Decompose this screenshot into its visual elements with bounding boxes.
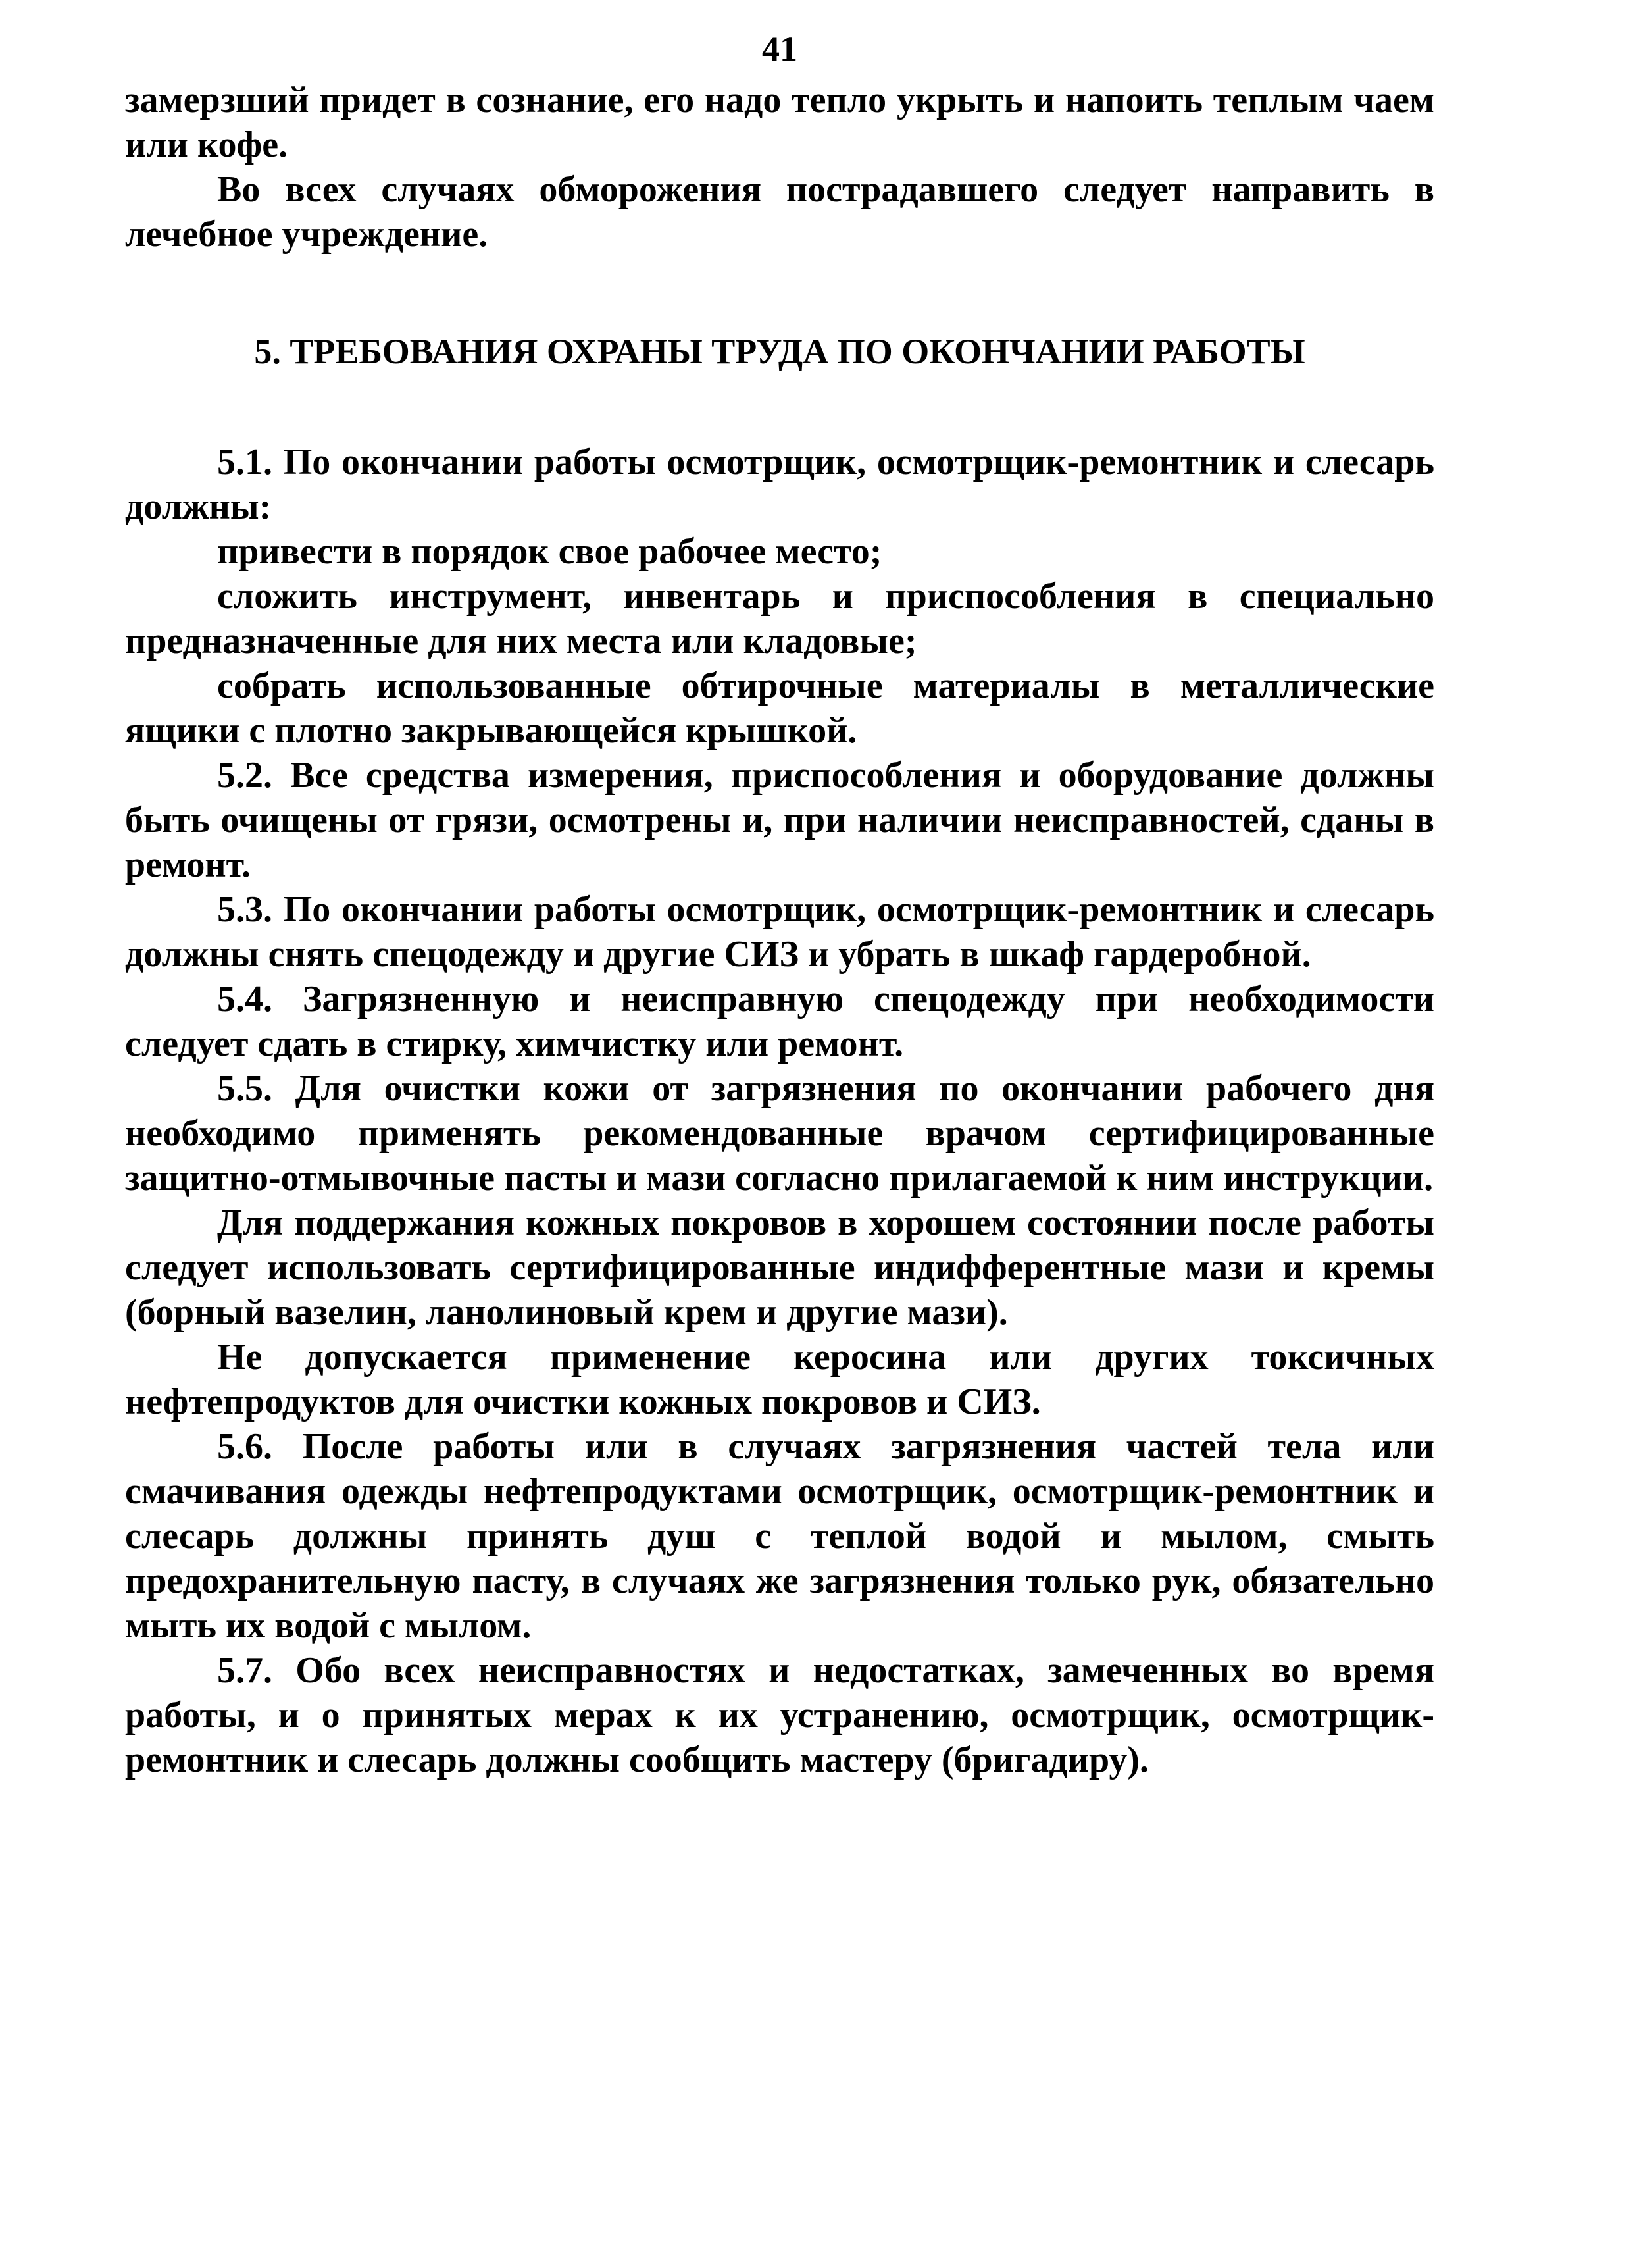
list-item-collect-rags: собрать использованные обтирочные материалы в металлические ящики с плотно закрывающейся крышкой. — [125, 665, 1434, 751]
paragraph-5-4: 5.4. Загрязненную и неисправную спецодежду при необходимости следует сдать в стирку, химчистку или ремонт. — [125, 979, 1434, 1064]
paragraph-skin-care: Для поддержания кожных покровов в хорошем состоянии после работы следует использовать сертифицированные индифферентные мази и кремы (борный вазелин, ланолиновый крем и другие мази). — [125, 1202, 1434, 1333]
paragraph-5-7: 5.7. Обо всех неисправностях и недостатках, замеченных во время работы, и о принятых мерах к их устранению, осмотрщик, осмотрщик-ремонтник и слесарь должны сообщить мастеру (бригадиру). — [125, 1650, 1434, 1780]
page-number: 41 — [762, 29, 797, 68]
paragraph-5-3: 5.3. По окончании работы осмотрщик, осмотрщик-ремонтник и слесарь должны снять спецодежду и другие СИЗ и убрать в шкаф гардеробной. — [125, 889, 1434, 975]
paragraph-5-2: 5.2. Все средства измерения, приспособления и оборудование должны быть очищены от грязи, осмотрены и, при наличии неисправностей, сданы в ремонт. — [125, 755, 1434, 885]
document-page — [125, 26, 1434, 1782]
list-item-order-workplace: привести в порядок свое рабочее место; — [217, 531, 882, 572]
paragraph-5-6: 5.6. После работы или в случаях загрязнения частей тела или смачивания одежды нефтепродуктами осмотрщик, осмотрщик-ремонтник и слесарь должны принять душ с теплой водой и мылом, смыть предохранительную пасту, в случаях же загрязнения только рук, обязательно мыть их водой с мылом. — [125, 1426, 1434, 1646]
section-title: 5. ТРЕБОВАНИЯ ОХРАНЫ ТРУДА ПО ОКОНЧАНИИ РАБОТЫ — [254, 332, 1305, 371]
paragraph-5-1: 5.1. По окончании работы осмотрщик, осмотрщик-ремонтник и слесарь должны: — [125, 442, 1434, 527]
intro-paragraph-2: Во всех случаях обморожения пострадавшего следует направить в лечебное учреждение. — [125, 169, 1434, 255]
intro-paragraph-1: замерзший придет в сознание, его надо тепло укрыть и напоить теплым чаем или кофе. — [125, 80, 1434, 165]
list-item-store-tools: сложить инструмент, инвентарь и приспособления в специально предназначенные для них места или кладовые; — [125, 576, 1434, 661]
paragraph-kerosene-prohibited: Не допускается применение керосина или других токсичных нефтепродуктов для очистки кожных покровов и СИЗ. — [125, 1337, 1434, 1422]
paragraph-5-5: 5.5. Для очистки кожи от загрязнения по окончании рабочего дня необходимо применять рекомендованные врачом сертифицированные защитно-отмывочные пасты и мази согласно прилагаемой к ним инструкции. — [125, 1068, 1434, 1198]
